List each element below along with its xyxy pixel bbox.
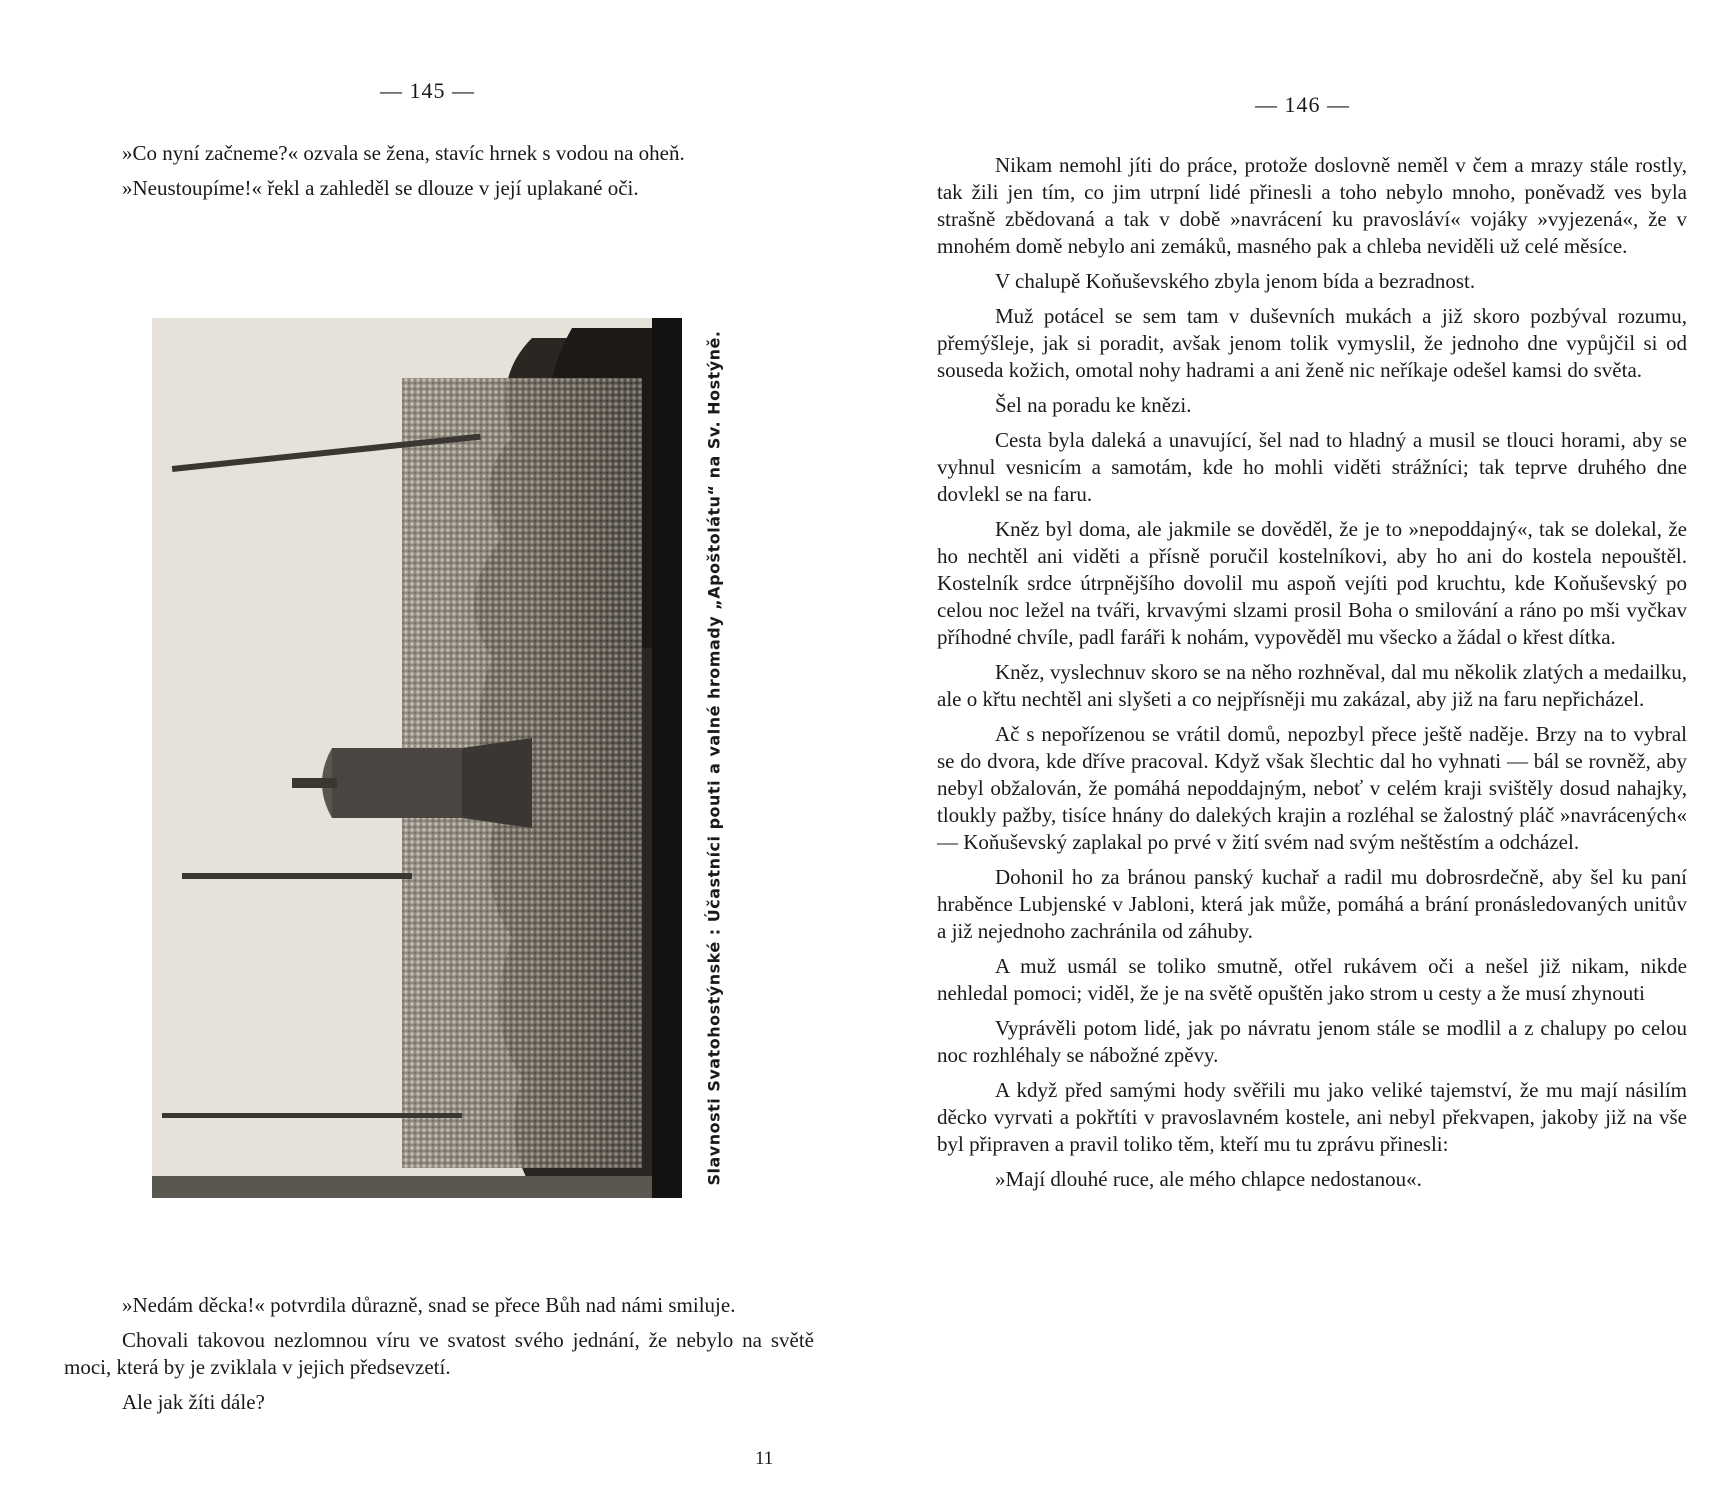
- paragraph: A když před samými hody svěřili mu jako veliké tajemství, že mu mají násilím děcko vyrvati a pokřtíti v pravoslavném kostele, ani nebyl překvapen, jakoby již na vše byl připraven a pravil toliko těm, kteří mu tu zprávu přinesli:: [937, 1078, 1687, 1156]
- paragraph: Nikam nemohl jíti do práce, protože doslovně neměl v čem a mrazy stále rostly, tak žili jen tím, co jim utrpní lidé přinesli a toho nebylo mnoho, poněvadž ves byla strašně zbědovaná a tak v době »navrácení ku pravosláví« vojáky »vyjezená«, že v mnohém domě nebylo ani zemáků, masného pak a chleba neviděli už celé měsíce.: [937, 153, 1687, 258]
- signature-mark: 11: [755, 1448, 774, 1469]
- pilgrimage-photo-image: [152, 318, 682, 1198]
- paragraph: Ale jak žíti dále?: [122, 1390, 265, 1414]
- paragraph: Kněz byl doma, ale jakmile se dověděl, že je to »nepoddajný«, tak se dolekal, že ho nechtěl ani viděti a přísně poručil kostelníkovi, aby ho ani do kostela nepouštěl. Kostelník srdce útrpnějšího dovolil mu aspoň vejíti pod kruchtu, kde Koňuševský po celou noc ležel na tváři, krvavými slzami prosil Boha o smilování a ráno po mši vyčkav příhodné chvíle, padl faráři k nohám, vypověděl mu všecko a žádal o křest dítka.: [937, 517, 1687, 649]
- paragraph: »Co nyní začneme?« ozvala se žena, stavíc hrnek s vodou na oheň.: [122, 141, 685, 165]
- paragraph: V chalupě Koňuševského zbyla jenom bída a bezradnost.: [995, 269, 1476, 293]
- paragraph: Chovali takovou nezlomnou víru ve svatost svého jednání, že nebylo na světě moci, která by je zviklala v jejich předsevzetí.: [64, 1328, 814, 1379]
- paragraph: Muž potácel se sem tam v duševních mukách a již skoro pozbýval rozumu, přemýšleje, jak si poradit, avšak jenom tolik vymyslil, že jednoho dne vypůjčil si od souseda kožich, omotal nohy hadrami a ani ženě nic neříkaje odešel kamsi do světa.: [937, 304, 1687, 382]
- paragraph: A muž usmál se toliko smutně, otřel rukávem oči a nešel již nikam, nikde nehledal pomoci; viděl, že je na světě opuštěn jako strom u cesty a že musí zhynouti: [937, 954, 1687, 1005]
- paragraph: Kněz, vyslechnuv skoro se na něho rozhněval, dal mu několik zlatých a medailku, ale o křtu nechtěl ani slyšeti a co nejpřísněji mu zakázal, aby již na faru nepřicházel.: [937, 660, 1687, 711]
- paragraph: »Mají dlouhé ruce, ale mého chlapce nedostanou«.: [995, 1167, 1422, 1191]
- photo-caption-text: Slavnosti Svatohostýnské : Účastníci pouti a valné hromady „Apoštolátu“ na Sv. Hostýně.: [704, 330, 724, 1186]
- page-number-146: — 146 —: [1255, 92, 1350, 117]
- photo-plate: [152, 318, 730, 1198]
- photo-caption: [698, 318, 730, 1198]
- paragraph: Šel na poradu ke knězi.: [995, 393, 1192, 417]
- paragraph: Vyprávěli potom lidé, jak po návratu jenom stále se modlil a z chalupy po celou noc rozhléhaly se nábožné zpěvy.: [937, 1016, 1687, 1067]
- page-number-145: — 145 —: [380, 78, 475, 103]
- paragraph: Cesta byla daleká a unavující, šel nad to hladný a musil se tlouci horami, aby se vyhnul vesnicím a samotám, kde ho mohli viděti strážníci; tak teprve druhého dne dovlekl se na faru.: [937, 428, 1687, 506]
- paragraph: »Neustoupíme!« řekl a zahleděl se dlouze v její uplakané oči.: [122, 176, 639, 200]
- paragraph: Dohonil ho za bránou panský kuchař a radil mu dobrosrdečně, aby šel ku paní hraběnce Lubjenské v Jabloni, která jak může, pomáhá a brání pronásledovaných unitův a již nejednoho zachránila od záhuby.: [937, 865, 1687, 943]
- right-body-text: [937, 152, 1687, 1201]
- left-bottom-text: [64, 1292, 814, 1424]
- left-top-text: [64, 140, 814, 210]
- right-page: [863, 0, 1726, 1500]
- paragraph: Ač s nepořízenou se vrátil domů, nepozbyl přece ještě naděje. Brzy na to vybral se do dvora, kde dříve pracoval. Když však šlechtic dal ho vyhnati — bál se rovněž, aby nebyl obžalován, že pomáhá nepoddajným, neboť v celém kraji svištěly dosud nahajky, tloukly pažby, tisíce hnány do dalekých krajin a rozléhal se žalostný pláč »navrácených« — Koňuševský zaplakal po prvé v žití svém nad svým neštěstím a odcházel.: [937, 722, 1687, 854]
- paragraph: »Nedám děcka!« potvrdila důrazně, snad se přece Bůh nad námi smiluje.: [122, 1293, 736, 1317]
- pilgrimage-photo: [152, 318, 682, 1198]
